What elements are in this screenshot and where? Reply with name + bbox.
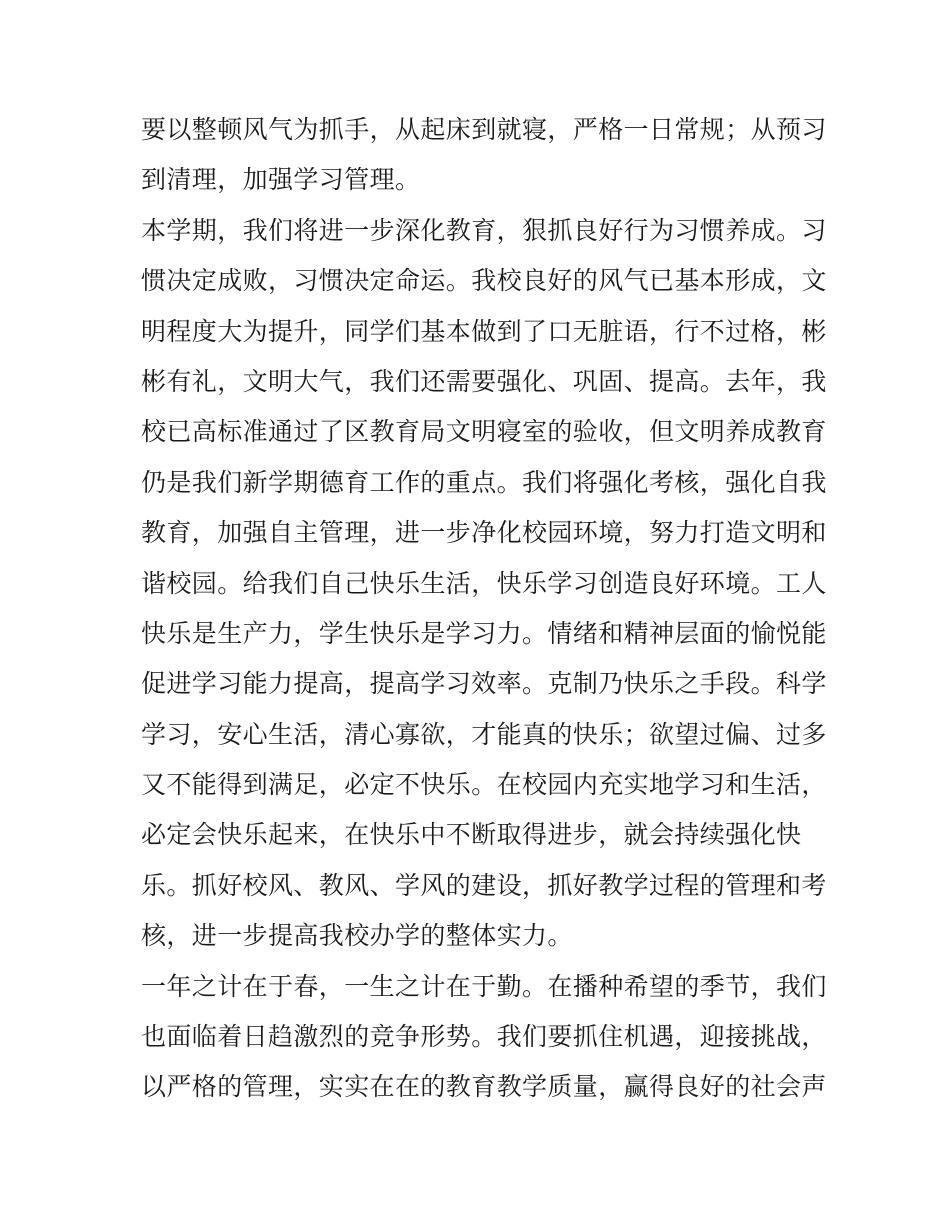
text-line: 到清理，加强学习管理。 xyxy=(141,165,421,195)
text-line: 仍是我们新学期德育工作的重点。我们将强化考核，强化自我 xyxy=(141,467,827,497)
text-line: 惯决定成败，习惯决定命运。我校良好的风气已基本形成，文 xyxy=(141,266,827,296)
text-line: 核，进一步提高我校办学的整体实力。 xyxy=(141,921,573,951)
body-text xyxy=(141,105,827,1113)
text-line: 学习，安心生活，清心寡欲，才能真的快乐；欲望过偏、过多 xyxy=(141,719,827,749)
text-line: 乐。抓好校风、教风、学风的建设，抓好教学过程的管理和考 xyxy=(141,870,827,900)
text-line: 快乐是生产力，学生快乐是学习力。情绪和精神层面的愉悦能 xyxy=(141,618,827,648)
text-line: 也面临着日趋激烈的竞争形势。我们要抓住机遇，迎接挑战， xyxy=(141,1022,827,1052)
text-line: 以严格的管理，实实在在的教育教学质量，赢得良好的社会声 xyxy=(141,1072,827,1102)
text-line: 促进学习能力提高，提高学习效率。克制乃快乐之手段。科学 xyxy=(141,669,827,699)
text-line: 必定会快乐起来，在快乐中不断取得进步，就会持续强化快 xyxy=(141,820,802,850)
text-line: 本学期，我们将进一步深化教育，狠抓良好行为习惯养成。习 xyxy=(141,215,827,245)
text-line: 彬有礼，文明大气，我们还需要强化、巩固、提高。去年，我 xyxy=(141,366,827,396)
text-line: 一年之计在于春，一生之计在于勤。在播种希望的季节，我们 xyxy=(141,971,827,1001)
text-line: 教育，加强自主管理，进一步净化校园环境，努力打造文明和 xyxy=(141,518,827,548)
text-line: 又不能得到满足，必定不快乐。在校园内充实地学习和生活， xyxy=(141,770,827,800)
text-line: 要以整顿风气为抓手，从起床到就寝，严格一日常规；从预习 xyxy=(141,115,827,144)
text-line: 校已高标准通过了区教育局文明寝室的验收，但文明养成教育 xyxy=(141,417,827,447)
text-line: 明程度大为提升，同学们基本做到了口无脏语，行不过格，彬 xyxy=(141,316,827,346)
text-line: 谐校园。给我们自己快乐生活，快乐学习创造良好环境。工人 xyxy=(141,568,827,598)
